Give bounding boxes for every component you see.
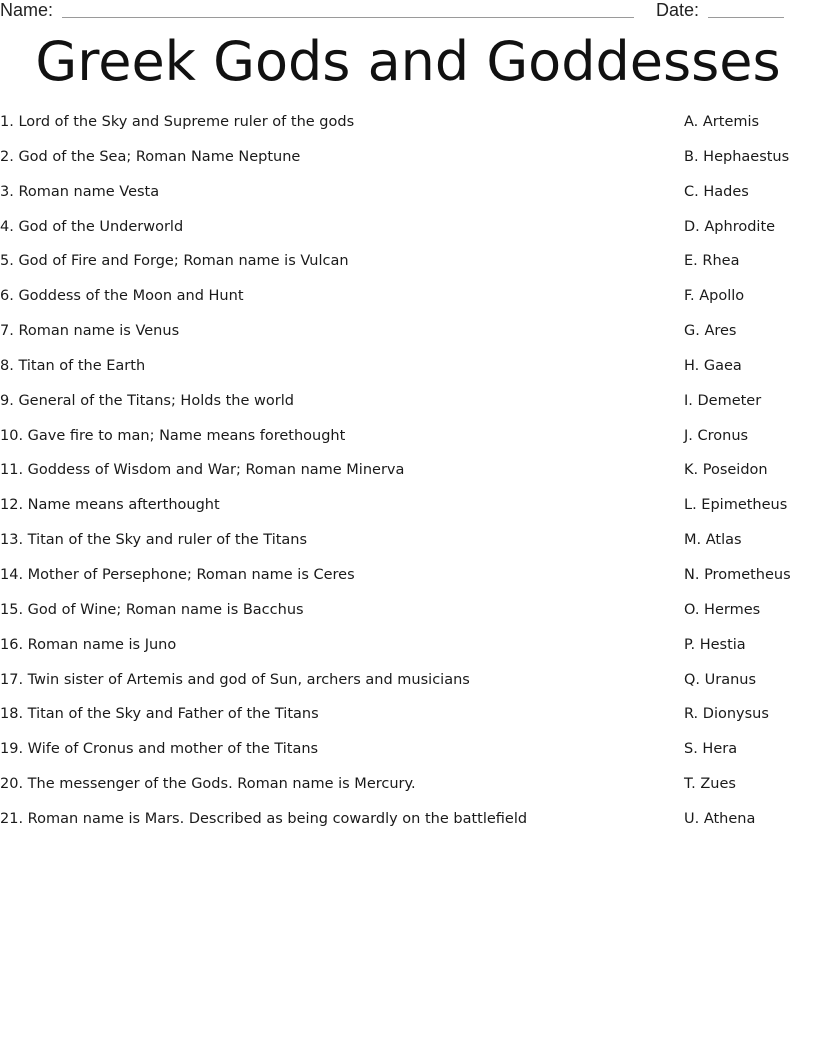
answer-option: E. Rhea [684, 253, 740, 270]
answer-option: C. Hades [684, 183, 749, 200]
clue-item: 15. God of Wine; Roman name is Bacchus [0, 601, 304, 618]
answer-option: U. Athena [684, 810, 756, 827]
name-date-header [0, 0, 816, 24]
answer-option: A. Artemis [684, 114, 760, 130]
clue-item: 10. Gave fire to man; Name means forethought [0, 427, 346, 444]
clue-item: 18. Titan of the Sky and Father of the Titans [0, 706, 319, 723]
clue-list [0, 112, 640, 844]
date-blank-line[interactable] [708, 17, 784, 18]
clue-item: 7. Roman name is Venus [0, 323, 180, 340]
clue-item: 19. Wife of Cronus and mother of the Titans [0, 741, 319, 758]
answer-option: G. Ares [684, 323, 737, 340]
clue-item: 3. Roman name Vesta [0, 183, 160, 200]
answer-option: D. Aphrodite [684, 218, 776, 235]
answer-option: K. Poseidon [684, 462, 768, 479]
answer-option: Q. Uranus [684, 671, 757, 688]
answer-option: N. Prometheus [684, 566, 791, 583]
clue-item: 16. Roman name is Juno [0, 636, 177, 653]
name-blank-line[interactable] [62, 17, 634, 18]
page-title: Greek Gods and Goddesses [35, 30, 781, 93]
clue-item: 2. God of the Sea; Roman Name Neptune [0, 148, 301, 165]
clue-item: 12. Name means afterthought [0, 497, 220, 514]
clue-item: 21. Roman name is Mars. Described as being cowardly on the battlefield [0, 810, 528, 827]
answer-option: H. Gaea [684, 357, 742, 374]
answer-option: O. Hermes [684, 601, 761, 618]
answer-option: F. Apollo [684, 288, 745, 305]
answer-option: M. Atlas [684, 532, 742, 549]
answer-option: P. Hestia [684, 636, 746, 653]
clue-item: 17. Twin sister of Artemis and god of Sun, archers and musicians [0, 671, 470, 688]
clue-item: 5. God of Fire and Forge; Roman name is Vulcan [0, 253, 349, 270]
answer-option: R. Dionysus [684, 706, 769, 723]
name-label: Name: [0, 0, 54, 20]
clue-item: 13. Titan of the Sky and ruler of the Titans [0, 532, 308, 549]
clue-item: 14. Mother of Persephone; Roman name is Ceres [0, 566, 355, 583]
clue-item: 9. General of the Titans; Holds the world [0, 392, 294, 409]
answer-option: I. Demeter [684, 392, 762, 409]
date-label: Date: [656, 0, 700, 20]
answer-option: S. Hera [684, 741, 738, 758]
answer-option: J. Cronus [684, 427, 749, 444]
answer-bank [684, 112, 814, 844]
clue-item: 20. The messenger of the Gods. Roman name is Mercury. [0, 776, 416, 793]
clue-item: 4. God of the Underworld [0, 218, 184, 235]
answer-option: B. Hephaestus [684, 148, 790, 165]
answer-option: T. Zues [684, 776, 736, 793]
clue-item: 8. Titan of the Earth [0, 357, 146, 374]
answer-option: L. Epimetheus [684, 497, 788, 514]
clue-item: 6. Goddess of the Moon and Hunt [0, 288, 244, 305]
clue-item: 1. Lord of the Sky and Supreme ruler of the gods [0, 114, 355, 130]
clue-item: 11. Goddess of Wisdom and War; Roman name Minerva [0, 462, 405, 479]
